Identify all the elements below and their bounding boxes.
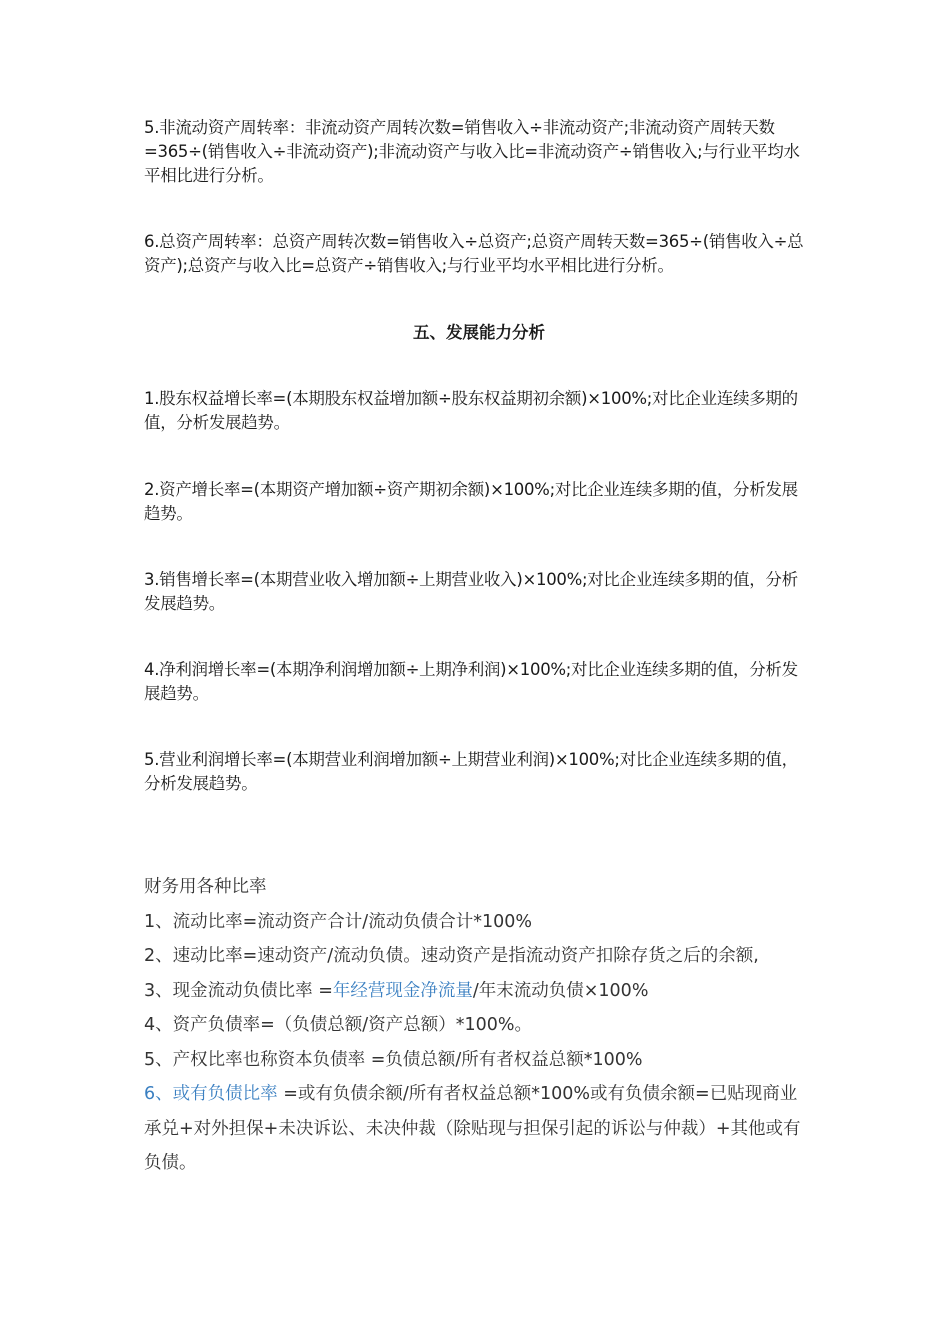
paragraph-total-asset-turnover: 6.总资产周转率：总资产周转次数=销售收入÷总资产;总资产周转天数=365÷(销售收入÷总资产);总资产与收入比=总资产÷销售收入;与行业平均水平相比进行分析。 — [144, 232, 804, 275]
link-contingent-liability-ratio[interactable]: 6、或有负债比率 — [144, 1084, 278, 1104]
financial-ratios-section — [144, 870, 814, 1181]
ratio-quick-ratio: 2、速动比率=速动资产/流动负债。速动资产是指流动资产扣除存货之后的余额, — [144, 946, 759, 966]
paragraph-noncurrent-asset-turnover: 5.非流动资产周转率：非流动资产周转次数=销售收入÷非流动资产;非流动资产周转天数=365÷(销售收入÷非流动资产);非流动资产与收入比=非流动资产÷销售收入;与行业平均水平相比进行分析。 — [144, 118, 800, 185]
section-heading-growth-analysis: 五、发展能力分析 — [413, 323, 545, 342]
ratio-contingent-liability — [144, 1077, 814, 1181]
ratio-cash-flow-liability — [144, 974, 814, 1009]
ratios-title: 财务用各种比率 — [144, 877, 267, 897]
paragraph-net-profit-growth-rate: 4.净利润增长率=(本期净利润增加额÷上期净利润)×100%;对比企业连续多期的值，分析发展趋势。 — [144, 660, 798, 703]
ratio-current-ratio: 1、流动比率=流动资产合计/流动负债合计*100% — [144, 911, 532, 932]
paragraph-operating-profit-growth-rate: 5.营业利润增长率=(本期营业利润增加额÷上期营业利润)×100%;对比企业连续多期的值，分析发展趋势。 — [144, 750, 798, 793]
ratio-contingent-liability-suffix: =或有负债余额/所有者权益总额*100%或有负债余额=已贴现商业承兑+对外担保+未决诉讼、未决仲裁（除贴现与担保引起的诉讼与仲裁）+其他或有负债。 — [144, 1084, 801, 1173]
ratio-equity-ratio: 5、产权比率也称资本负债率 =负债总额/所有者权益总额*100% — [144, 1049, 643, 1070]
ratio-cash-flow-suffix: /年末流动负债×100% — [472, 980, 649, 1001]
paragraph-equity-growth-rate: 1.股东权益增长率=(本期股东权益增加额÷股东权益期初余额)×100%;对比企业连续多期的值，分析发展趋势。 — [144, 389, 798, 432]
paragraph-asset-growth-rate: 2.资产增长率=(本期资产增加额÷资产期初余额)×100%;对比企业连续多期的值，分析发展趋势。 — [144, 480, 798, 523]
link-annual-operating-cash-flow[interactable]: 年经营现金净流量 — [332, 980, 473, 1001]
paragraph-sales-growth-rate: 3.销售增长率=(本期营业收入增加额÷上期营业收入)×100%;对比企业连续多期的值，分析发展趋势。 — [144, 570, 798, 613]
ratio-debt-asset-ratio: 4、资产负债率=（负债总额/资产总额）*100%。 — [144, 1015, 532, 1035]
document-page — [144, 0, 814, 1344]
ratio-cash-flow-prefix: 3、现金流动负债比率 = — [144, 980, 333, 1001]
